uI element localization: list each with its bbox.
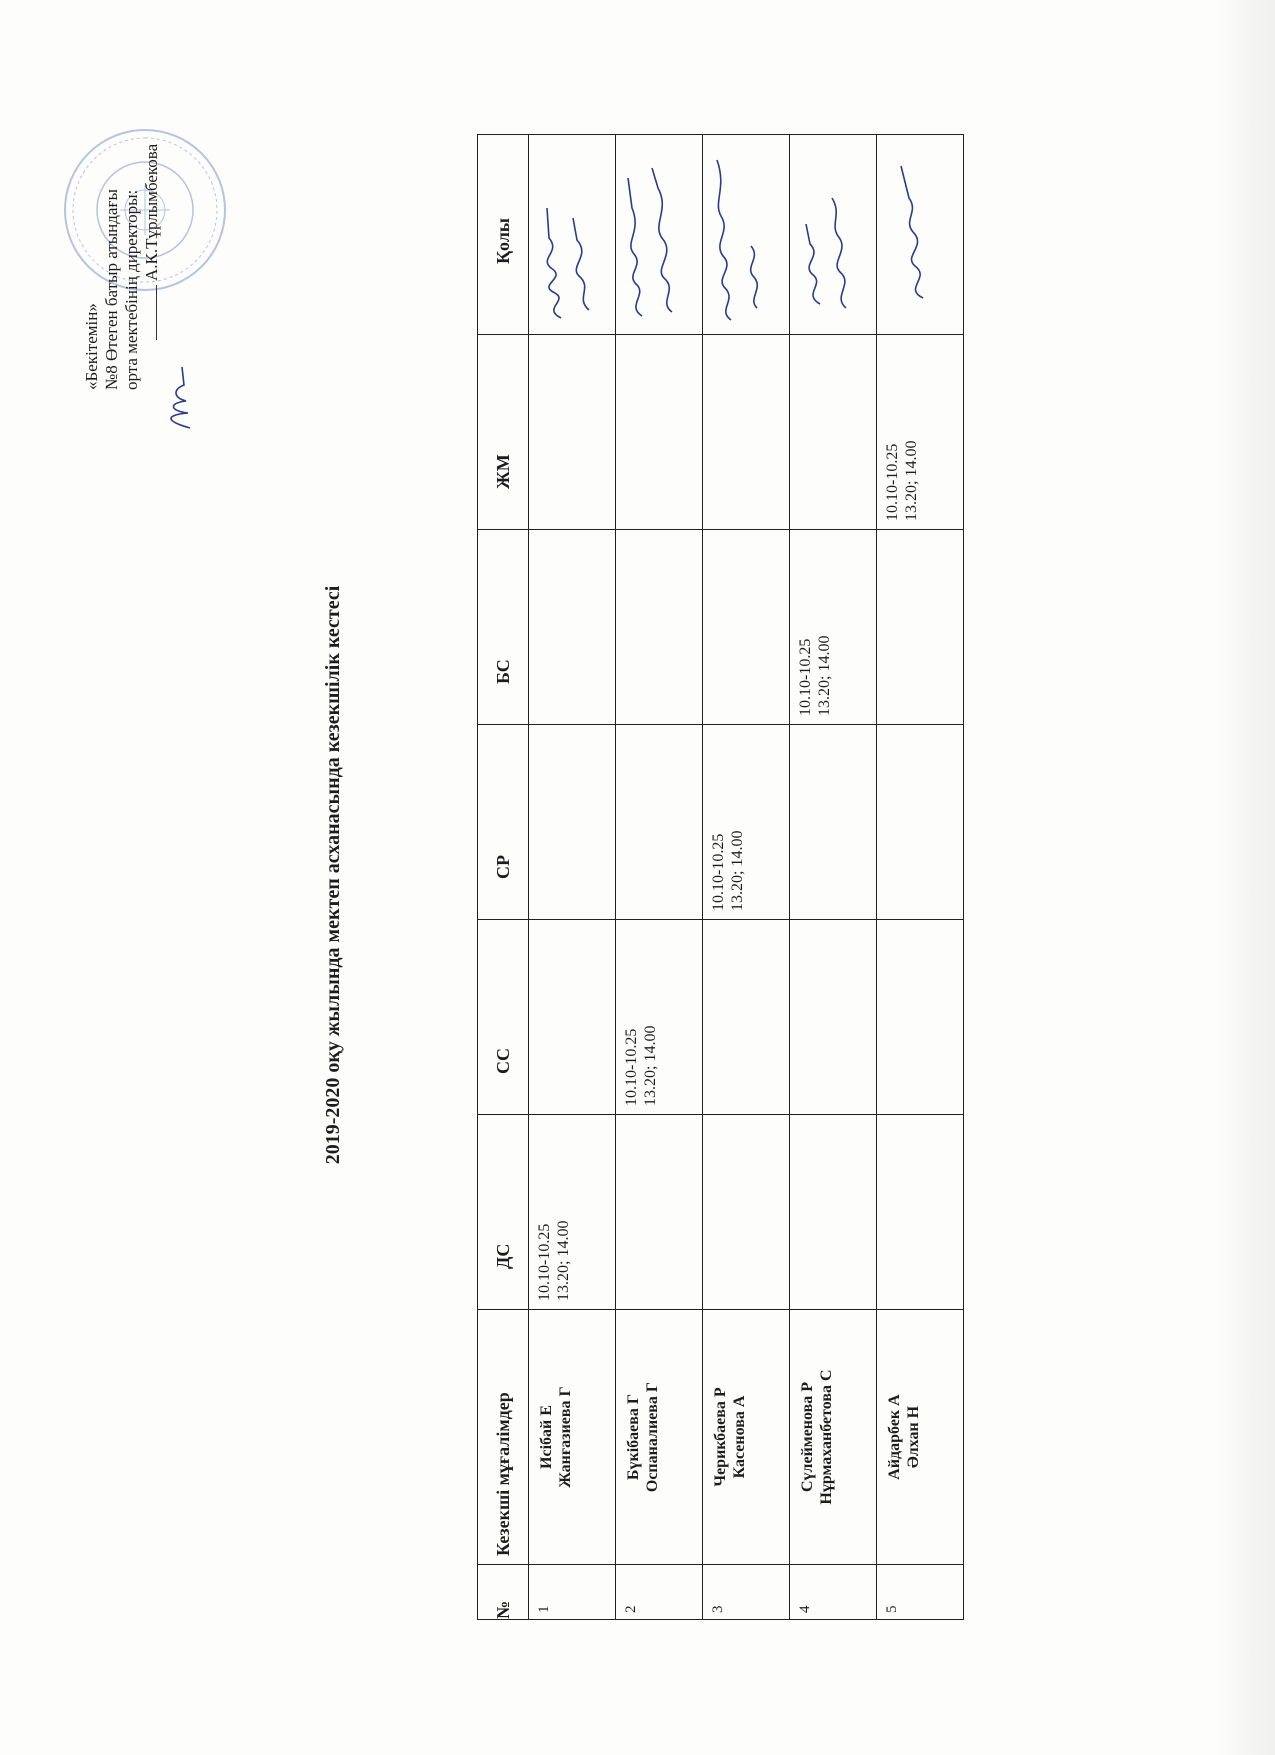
header-ss: СС <box>478 920 529 1115</box>
teacher-name: Бүкібаева Г <box>625 1393 642 1481</box>
teacher-name: Сүлейменова Р <box>799 1381 816 1493</box>
signature-cell <box>703 135 790 335</box>
duty-time: 10.10-10.25 <box>797 638 814 716</box>
director-name: А.К.Тұрлымбекова <box>142 143 161 281</box>
table-header-row <box>478 135 529 1620</box>
duty-cell-bs <box>703 530 790 725</box>
approval-line-1: «Бекітемін» <box>82 303 101 390</box>
duty-cell-sr <box>529 725 616 920</box>
row-number: 3 <box>703 1565 790 1620</box>
row-number: 5 <box>877 1565 964 1620</box>
row-number: 4 <box>790 1565 877 1620</box>
duty-cell-bs <box>877 530 964 725</box>
duty-cell-zhm <box>877 335 964 530</box>
duty-cell-ss <box>877 920 964 1115</box>
signature-cell <box>877 135 964 335</box>
duty-cell-ds <box>790 1115 877 1310</box>
signature-cell <box>529 135 616 335</box>
duty-cell-sr <box>616 725 703 920</box>
teacher-names <box>529 1310 616 1565</box>
table-row <box>703 135 790 1620</box>
signature-underline <box>156 285 157 340</box>
approval-line-4 <box>142 144 162 390</box>
teacher-names <box>790 1310 877 1565</box>
teacher-name: Нұрмаханбетова С <box>818 1369 835 1505</box>
handwritten-signature <box>792 148 866 328</box>
teacher-names <box>877 1310 964 1565</box>
header-ds: ДС <box>478 1115 529 1310</box>
director-signature <box>160 363 200 433</box>
signature-cell <box>616 135 703 335</box>
teacher-name: Исібай Е <box>538 1405 555 1469</box>
handwritten-signature <box>531 148 605 328</box>
duty-cell-zhm <box>790 335 877 530</box>
table-row <box>616 135 703 1620</box>
duty-time: 10.10-10.25 <box>710 833 727 911</box>
teacher-names <box>616 1310 703 1565</box>
header-teachers: Кезекші мұғалімдер <box>478 1310 529 1565</box>
duty-cell-sr <box>790 725 877 920</box>
duty-cell-zhm <box>703 335 790 530</box>
header-no: № <box>478 1565 529 1620</box>
duty-cell-bs <box>529 530 616 725</box>
duty-time: 10.10-10.25 <box>884 443 901 521</box>
duty-cell-ds <box>877 1115 964 1310</box>
header-zhm: ЖМ <box>478 335 529 530</box>
duty-time: 13.20; 14.00 <box>903 440 920 521</box>
teacher-name: Жанғазиева Г <box>557 1386 574 1488</box>
duty-cell-bs <box>616 530 703 725</box>
approval-block <box>82 144 162 390</box>
header-bs: БС <box>478 530 529 725</box>
handwritten-signature <box>879 148 953 328</box>
table-row <box>877 135 964 1620</box>
duty-cell-zhm <box>529 335 616 530</box>
table-row <box>790 135 877 1620</box>
signature-cell <box>790 135 877 335</box>
duty-cell-ss <box>703 920 790 1115</box>
approval-line-2: №8 Өтеген батыр атындағы <box>102 189 121 390</box>
header-sr: СР <box>478 725 529 920</box>
teacher-names <box>703 1310 790 1565</box>
duty-cell-ss <box>616 920 703 1115</box>
duty-cell-ds <box>703 1115 790 1310</box>
duty-cell-ds <box>616 1115 703 1310</box>
table-row <box>529 135 616 1620</box>
handwritten-signature <box>705 148 779 328</box>
teacher-name: Касенова А <box>731 1395 748 1479</box>
row-number: 1 <box>529 1565 616 1620</box>
duty-cell-bs <box>790 530 877 725</box>
duty-time: 13.20; 14.00 <box>555 1220 572 1301</box>
duty-time: 10.10-10.25 <box>623 1028 640 1106</box>
duty-cell-zhm <box>616 335 703 530</box>
document-title: 2019-2020 оқу жылында мектеп асханасында кезекшілік кестесі <box>322 585 344 1165</box>
teacher-name: Черикбаева Р <box>712 1387 729 1487</box>
duty-cell-ss <box>790 920 877 1115</box>
duty-cell-ss <box>529 920 616 1115</box>
approval-line-3: орта мектебінің директоры: <box>122 189 141 390</box>
row-number: 2 <box>616 1565 703 1620</box>
duty-time: 13.20; 14.00 <box>816 635 833 716</box>
duty-schedule-table <box>477 134 964 1620</box>
teacher-name: Оспаналиева Г <box>644 1381 661 1493</box>
duty-time: 10.10-10.25 <box>536 1223 553 1301</box>
teacher-name: Айдарбек А <box>886 1394 903 1480</box>
teacher-name: Әлхан Н <box>905 1405 922 1469</box>
duty-time: 13.20; 14.00 <box>642 1025 659 1106</box>
duty-cell-ds <box>529 1115 616 1310</box>
duty-cell-sr <box>877 725 964 920</box>
header-signature: Қолы <box>478 135 529 335</box>
duty-cell-sr <box>703 725 790 920</box>
handwritten-signature <box>618 148 692 328</box>
duty-time: 13.20; 14.00 <box>729 830 746 911</box>
